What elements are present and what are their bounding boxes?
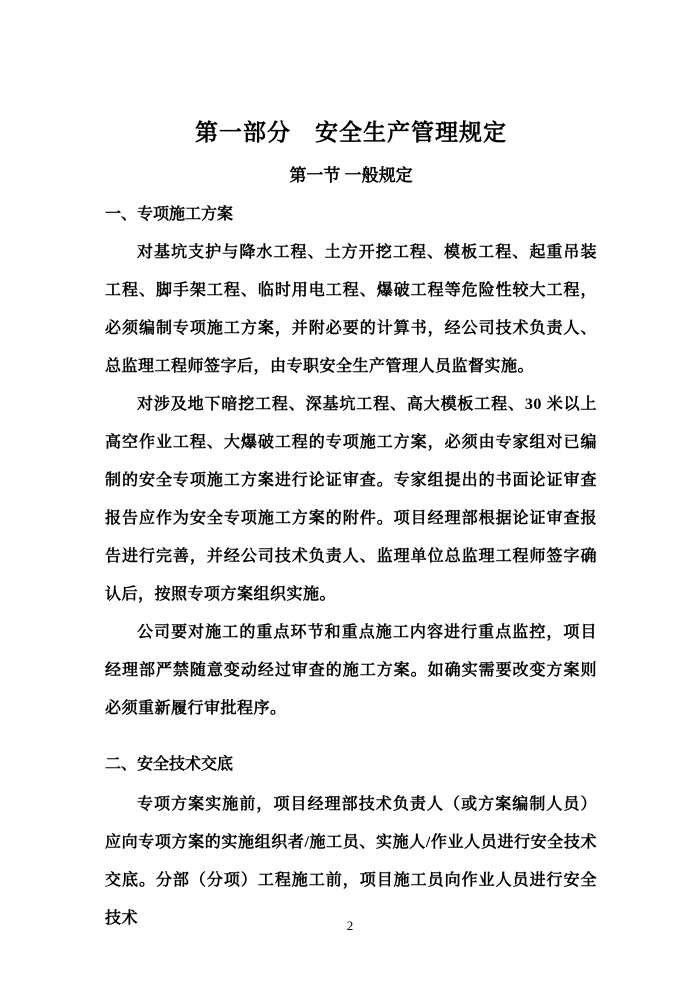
section-heading-2: 二、安全技术交底: [105, 756, 234, 774]
section-heading-1: 一、专项施工方案: [105, 205, 234, 223]
document-title: 第一部分 安全生产管理规定: [195, 120, 507, 145]
paragraph: 公司要对施工的重点环节和重点施工内容进行重点监控，项目经理部严禁随意变动经过审查的施工方案。如确实需要改变方案则必须重新履行审批程序。: [105, 624, 597, 718]
section-subtitle: 第一节 一般规定: [289, 165, 413, 185]
paragraph: 对涉及地下暗挖工程、深基坑工程、高大模板工程、30 米以上高空作业工程、大爆破工程的专项施工方案，必须由专家组对已编制的安全专项施工方案进行论证审查。专家组提出的书面论证审查报告应作为安全专项施工方案的附件。项目经理部根据论证审查报告进行完善，并经公司技术负责人、监理单位总监理工程师签字确认后，按照专项方案组织实施。: [105, 396, 597, 604]
paragraph: 专项方案实施前，项目经理部技术负责人（或方案编制人员）应向专项方案的实施组织者/施工员、实施人/作业人员进行安全技术交底。分部（分项）工程施工前，项目施工员向作业人员进行安全技术: [105, 796, 597, 928]
paragraph: 对基坑支护与降水工程、土方开挖工程、模板工程、起重吊装工程、脚手架工程、临时用电工程、爆破工程等危险性较大工程，必须编制专项施工方案，并附必要的计算书，经公司技术负责人、总监理工程师签字后，由专职安全生产管理人员监督实施。: [105, 244, 597, 376]
page-number: 2: [346, 918, 354, 933]
